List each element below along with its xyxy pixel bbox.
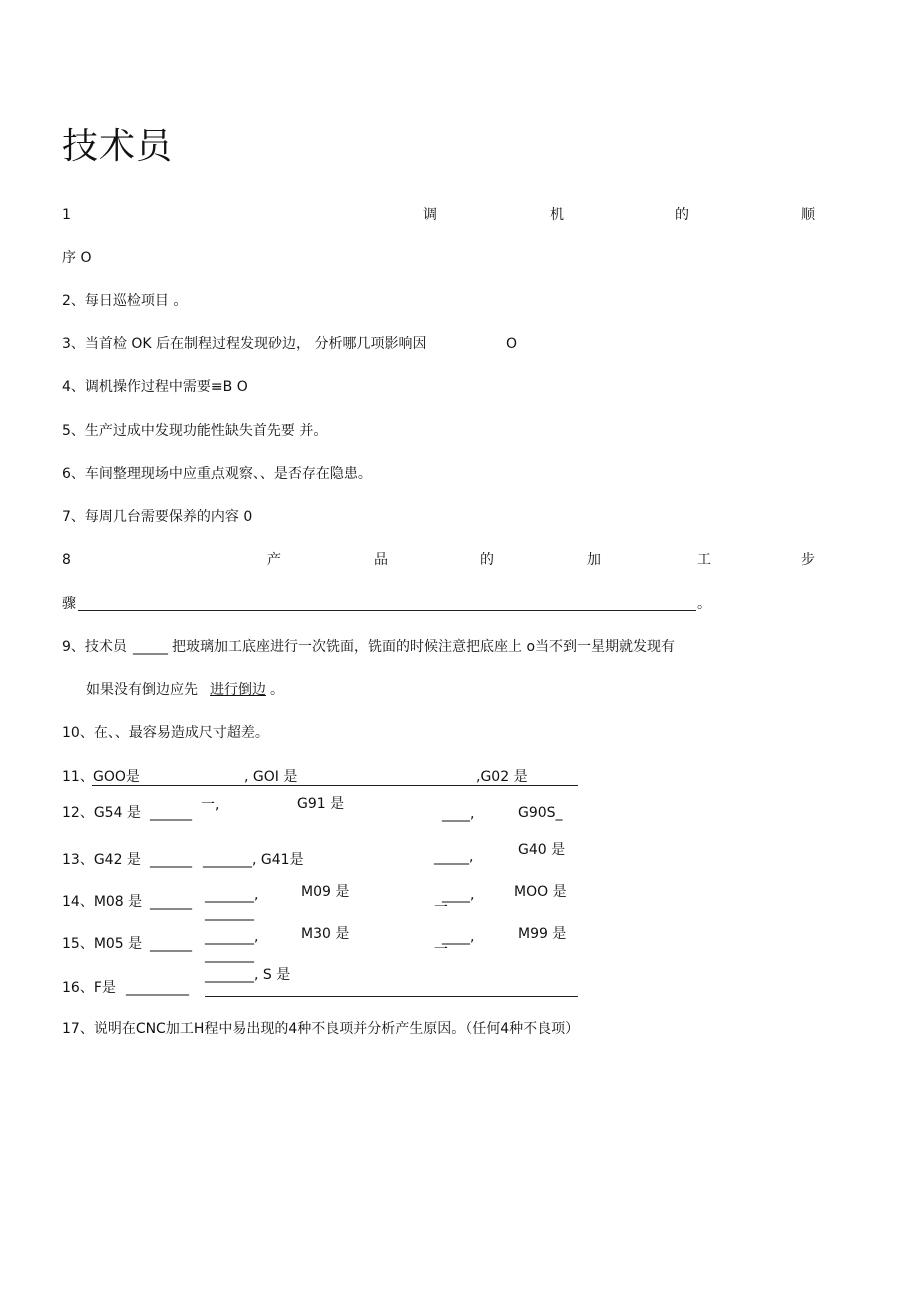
q12-label: 12、G54 是 bbox=[62, 805, 141, 821]
q1-word-3: 的 bbox=[675, 207, 689, 223]
q16-label: 16、F是 bbox=[62, 980, 116, 996]
question-2: 2、每日巡检项目 。 bbox=[62, 293, 188, 309]
q16-blank-1: _________ bbox=[126, 980, 189, 996]
q1-number: 1 bbox=[62, 207, 71, 223]
question-4: 4、调机操作过程中需要≡B O bbox=[62, 379, 248, 395]
q8-word-1: 产 bbox=[267, 552, 281, 568]
q11-number: 11、 bbox=[62, 769, 94, 785]
q11-goi: , GOI 是 bbox=[244, 769, 298, 785]
q1-word-4: 顺 bbox=[801, 207, 815, 223]
q12-blank-3: ____, bbox=[442, 806, 475, 822]
question-6: 6、车间整理现场中应重点观察、、是否存在隐患。 bbox=[62, 466, 372, 482]
q15-m99: M99 是 bbox=[518, 926, 567, 942]
page-title: 技术员 bbox=[62, 126, 174, 167]
q15-blank-4: _______ bbox=[205, 947, 254, 963]
q8-answer-line bbox=[78, 610, 696, 611]
q9-line-2b: 进行倒边 bbox=[210, 682, 266, 698]
q11-answer-line bbox=[92, 785, 578, 786]
question-10: 10、在、、最容易造成尺寸超差。 bbox=[62, 725, 269, 741]
q15-blank-3: ____, bbox=[442, 929, 475, 945]
q8-line-2: 骤 bbox=[62, 596, 76, 612]
q13-label: 13、G42 是 bbox=[62, 852, 141, 868]
q15-blank-1: ______ bbox=[150, 936, 192, 952]
q14-label: 14、M08 是 bbox=[62, 894, 143, 910]
q15-m30: M30 是 bbox=[301, 926, 350, 942]
q8-word-2: 品 bbox=[374, 552, 388, 568]
q8-word-5: 工 bbox=[697, 552, 711, 568]
q1-line-2: 序 O bbox=[62, 250, 92, 266]
q3-end: O bbox=[506, 336, 518, 352]
q14-dash: 一 bbox=[434, 900, 448, 916]
question-17: 17、说明在CNC加工H程中易出现的4种不良项并分析产生原因。（任何4种不良项） bbox=[62, 1021, 580, 1037]
q14-blank-1: ______ bbox=[150, 894, 192, 910]
q13-g41: _______, G41是 bbox=[203, 852, 304, 868]
q14-blank-4: _______ bbox=[205, 905, 254, 921]
q3-text: 3、当首检 OK 后在制程过程发现砂边， 分析哪几项影响因 bbox=[62, 336, 427, 352]
q9-blank: _____ bbox=[133, 639, 168, 655]
q15-blank-2: _______, bbox=[205, 929, 259, 945]
q15-label: 15、M05 是 bbox=[62, 936, 143, 952]
q13-blank-3: _____, bbox=[434, 849, 474, 865]
q11-goo: GOO是 bbox=[93, 769, 140, 785]
q12-blank-1: ______ bbox=[150, 805, 192, 821]
q1-word-1: 调 bbox=[423, 207, 437, 223]
q12-g90: G90S_ bbox=[518, 805, 563, 821]
q9-part-1: 9、技术员 bbox=[62, 639, 127, 655]
q9-part-2: 把玻璃加工底座进行一次铣面，铣面的时候注意把底座上 o当不到一星期就发现有 bbox=[172, 639, 676, 655]
q9-line-2a: 如果没有倒边应先 bbox=[86, 682, 198, 698]
q13-blank-1: ______ bbox=[150, 852, 192, 868]
question-7: 7、每周几台需要保养的内容 0 bbox=[62, 509, 253, 525]
q15-dash: 一 bbox=[434, 942, 448, 958]
q14-blank-3: ____, bbox=[442, 887, 475, 903]
q14-m09: M09 是 bbox=[301, 884, 350, 900]
q13-g40: G40 是 bbox=[518, 842, 566, 858]
q9-line-2c: 。 bbox=[270, 682, 284, 698]
q11-g02: ,G02 是 bbox=[476, 769, 528, 785]
q12-g91: G91 是 bbox=[297, 796, 345, 812]
q16-s: _______, S 是 bbox=[205, 967, 291, 983]
q8-word-4: 加 bbox=[587, 552, 601, 568]
q14-moo: MOO 是 bbox=[514, 884, 567, 900]
q8-word-3: 的 bbox=[480, 552, 494, 568]
q12-blank-2: 一, bbox=[201, 797, 220, 813]
q14-blank-2: _______, bbox=[205, 887, 259, 903]
q16-answer-line bbox=[205, 996, 578, 997]
q8-word-6: 步 bbox=[801, 552, 815, 568]
q8-number: 8 bbox=[62, 552, 71, 568]
q8-end: 。 bbox=[697, 596, 711, 612]
q1-word-2: 机 bbox=[550, 207, 564, 223]
question-5: 5、生产过成中发现功能性缺失首先要 并。 bbox=[62, 423, 328, 439]
